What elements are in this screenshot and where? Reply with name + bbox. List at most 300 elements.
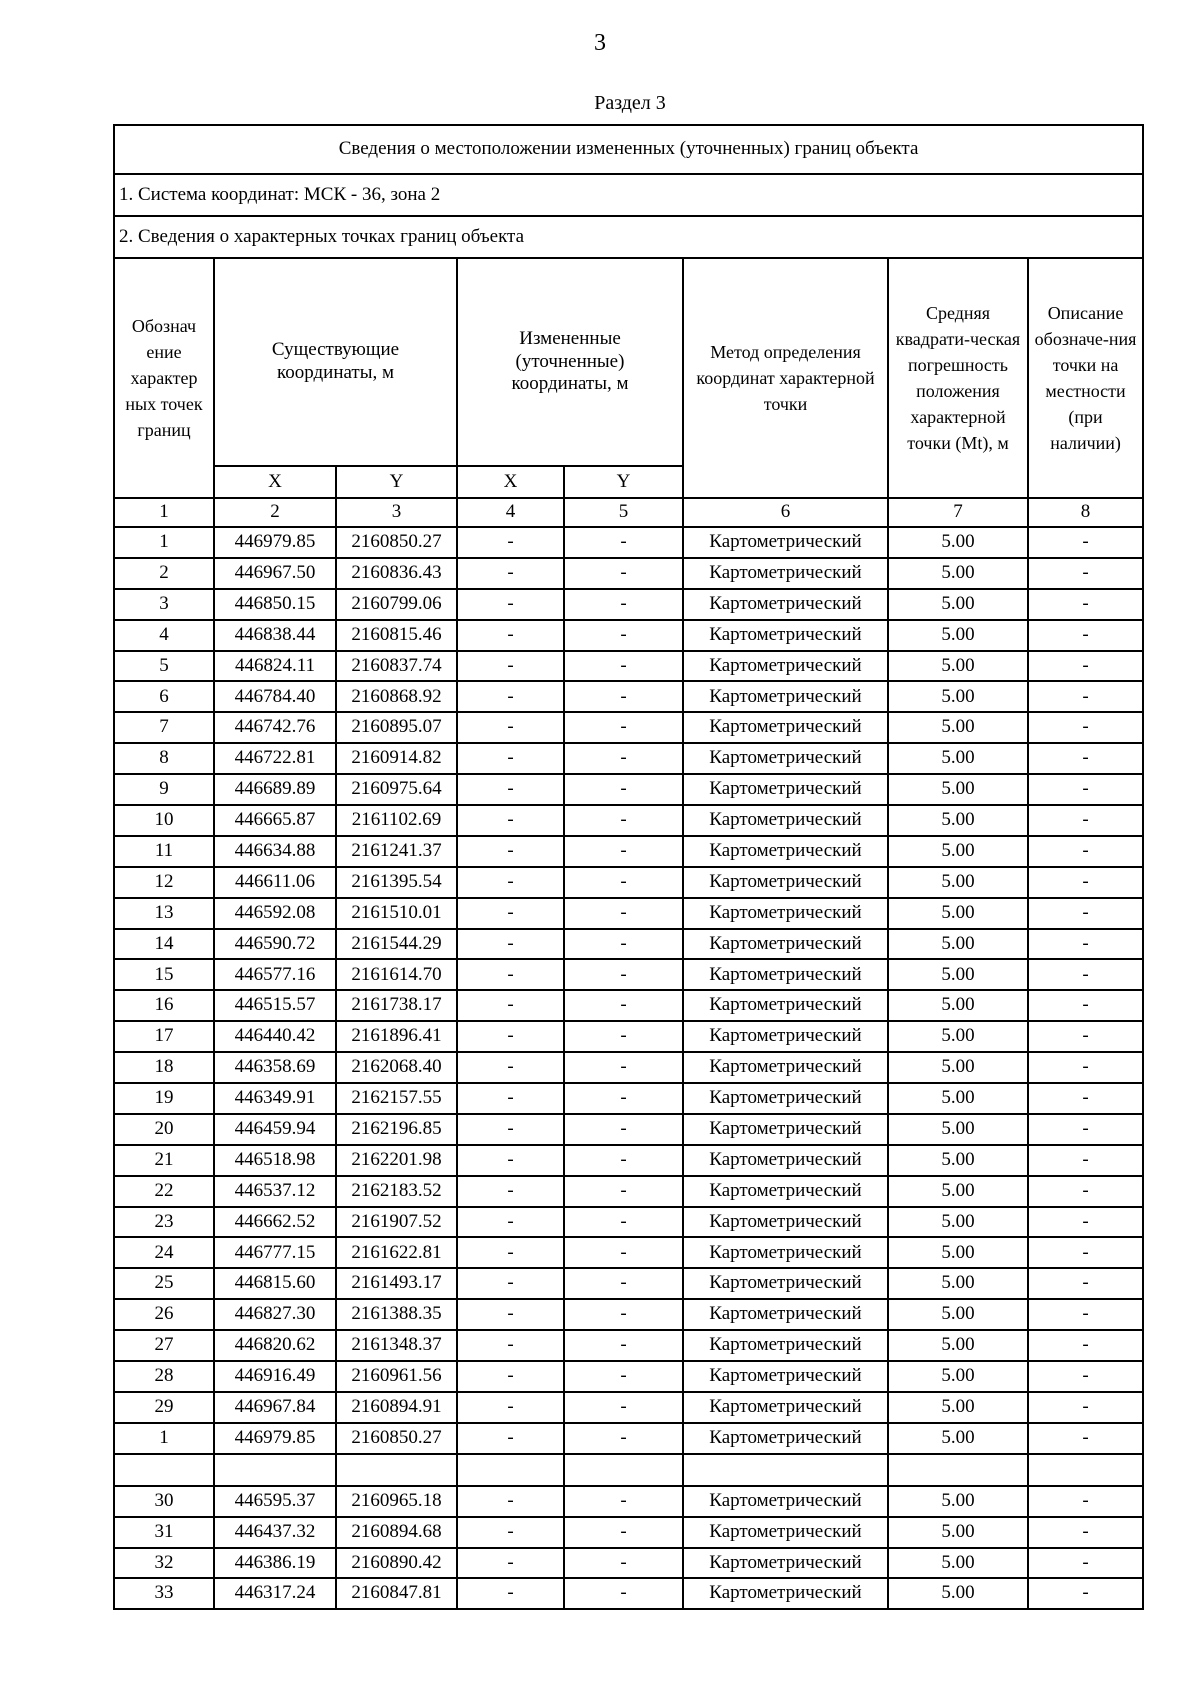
changed-x-cell: - bbox=[457, 1361, 564, 1392]
description-cell: - bbox=[1028, 959, 1143, 990]
method-cell: Картометрический bbox=[683, 836, 888, 867]
existing-y-cell: 2160894.91 bbox=[336, 1392, 457, 1423]
point-number-cell: 24 bbox=[114, 1237, 214, 1268]
changed-y-cell: - bbox=[564, 1517, 683, 1548]
description-cell: - bbox=[1028, 620, 1143, 651]
point-number-cell: 17 bbox=[114, 1021, 214, 1052]
changed-x-cell: - bbox=[457, 1176, 564, 1207]
error-cell: 5.00 bbox=[888, 589, 1028, 620]
changed-y-cell: - bbox=[564, 1145, 683, 1176]
method-cell: Картометрический bbox=[683, 712, 888, 743]
description-cell: - bbox=[1028, 743, 1143, 774]
empty-cell bbox=[1028, 1454, 1143, 1486]
column-number: 5 bbox=[564, 498, 683, 527]
description-cell: - bbox=[1028, 1268, 1143, 1299]
point-number-cell: 13 bbox=[114, 898, 214, 929]
changed-y-cell: - bbox=[564, 1299, 683, 1330]
existing-y-cell: 2161622.81 bbox=[336, 1237, 457, 1268]
points-heading-row bbox=[114, 216, 1143, 258]
changed-y-cell: - bbox=[564, 1548, 683, 1579]
error-cell: 5.00 bbox=[888, 1423, 1028, 1454]
column-number: 7 bbox=[888, 498, 1028, 527]
point-number-cell: 16 bbox=[114, 990, 214, 1021]
changed-y-cell: - bbox=[564, 1176, 683, 1207]
error-cell: 5.00 bbox=[888, 1578, 1028, 1609]
existing-x-cell: 446916.49 bbox=[214, 1361, 336, 1392]
error-cell: 5.00 bbox=[888, 1361, 1028, 1392]
method-cell: Картометрический bbox=[683, 1114, 888, 1145]
error-cell: 5.00 bbox=[888, 1237, 1028, 1268]
description-cell: - bbox=[1028, 1423, 1143, 1454]
coord-system-row bbox=[114, 174, 1143, 216]
method-cell: Картометрический bbox=[683, 1145, 888, 1176]
existing-x-cell: 446665.87 bbox=[214, 805, 336, 836]
error-cell: 5.00 bbox=[888, 681, 1028, 712]
method-cell: Картометрический bbox=[683, 898, 888, 929]
point-number-cell: 12 bbox=[114, 867, 214, 898]
error-cell: 5.00 bbox=[888, 1268, 1028, 1299]
description-cell: - bbox=[1028, 990, 1143, 1021]
existing-y-cell: 2161395.54 bbox=[336, 867, 457, 898]
table-row bbox=[114, 1021, 1143, 1052]
changed-y-cell: - bbox=[564, 990, 683, 1021]
existing-x-cell: 446850.15 bbox=[214, 589, 336, 620]
column-number: 2 bbox=[214, 498, 336, 527]
description-cell: - bbox=[1028, 1021, 1143, 1052]
existing-y-cell: 2161348.37 bbox=[336, 1330, 457, 1361]
method-cell: Картометрический bbox=[683, 1268, 888, 1299]
table-row bbox=[114, 527, 1143, 558]
method-cell: Картометрический bbox=[683, 589, 888, 620]
changed-x-cell: - bbox=[457, 1145, 564, 1176]
table-row bbox=[114, 1237, 1143, 1268]
existing-y-cell: 2160895.07 bbox=[336, 712, 457, 743]
point-number-cell: 26 bbox=[114, 1299, 214, 1330]
existing-y-cell: 2160961.56 bbox=[336, 1361, 457, 1392]
description-cell: - bbox=[1028, 1392, 1143, 1423]
point-number-cell: 11 bbox=[114, 836, 214, 867]
description-cell: - bbox=[1028, 836, 1143, 867]
changed-x-cell: - bbox=[457, 651, 564, 682]
changed-x-cell: - bbox=[457, 1268, 564, 1299]
description-cell: - bbox=[1028, 774, 1143, 805]
header-row bbox=[114, 258, 1143, 466]
existing-y-cell: 2161907.52 bbox=[336, 1207, 457, 1238]
error-cell: 5.00 bbox=[888, 712, 1028, 743]
error-cell: 5.00 bbox=[888, 1330, 1028, 1361]
method-cell: Картометрический bbox=[683, 959, 888, 990]
error-cell: 5.00 bbox=[888, 898, 1028, 929]
point-number-cell: 31 bbox=[114, 1517, 214, 1548]
changed-x-cell: - bbox=[457, 1207, 564, 1238]
description-cell: - bbox=[1028, 1052, 1143, 1083]
changed-x-cell: - bbox=[457, 620, 564, 651]
method-cell: Картометрический bbox=[683, 558, 888, 589]
description-cell: - bbox=[1028, 898, 1143, 929]
column-number: 4 bbox=[457, 498, 564, 527]
changed-y-cell: - bbox=[564, 1207, 683, 1238]
changed-x-cell: - bbox=[457, 1578, 564, 1609]
empty-cell bbox=[336, 1454, 457, 1486]
changed-y-cell: - bbox=[564, 1578, 683, 1609]
error-cell: 5.00 bbox=[888, 836, 1028, 867]
table-row bbox=[114, 1083, 1143, 1114]
changed-x-cell: - bbox=[457, 589, 564, 620]
description-cell: - bbox=[1028, 1145, 1143, 1176]
table-row bbox=[114, 1145, 1143, 1176]
method-cell: Картометрический bbox=[683, 651, 888, 682]
method-cell: Картометрический bbox=[683, 929, 888, 960]
changed-x-cell: - bbox=[457, 774, 564, 805]
header-method: Метод определения координат характерной точки bbox=[683, 258, 888, 498]
boundary-points-table bbox=[113, 124, 1144, 1610]
changed-y-cell: - bbox=[564, 1486, 683, 1517]
column-number: 8 bbox=[1028, 498, 1143, 527]
table-row bbox=[114, 1486, 1143, 1517]
existing-x-cell: 446611.06 bbox=[214, 867, 336, 898]
table-row bbox=[114, 929, 1143, 960]
existing-x-cell: 446662.52 bbox=[214, 1207, 336, 1238]
point-number-cell: 20 bbox=[114, 1114, 214, 1145]
existing-x-cell: 446595.37 bbox=[214, 1486, 336, 1517]
method-cell: Картометрический bbox=[683, 1299, 888, 1330]
error-cell: 5.00 bbox=[888, 1548, 1028, 1579]
error-cell: 5.00 bbox=[888, 1486, 1028, 1517]
method-cell: Картометрический bbox=[683, 774, 888, 805]
changed-y-cell: - bbox=[564, 867, 683, 898]
existing-x-cell: 446815.60 bbox=[214, 1268, 336, 1299]
existing-x-cell: 446437.32 bbox=[214, 1517, 336, 1548]
existing-x-cell: 446979.85 bbox=[214, 1423, 336, 1454]
page-number: 3 bbox=[594, 30, 606, 56]
description-cell: - bbox=[1028, 1548, 1143, 1579]
method-cell: Картометрический bbox=[683, 1237, 888, 1268]
method-cell: Картометрический bbox=[683, 620, 888, 651]
existing-y-cell: 2160850.27 bbox=[336, 1423, 457, 1454]
changed-x-cell: - bbox=[457, 1299, 564, 1330]
description-cell: - bbox=[1028, 1486, 1143, 1517]
existing-y-cell: 2162196.85 bbox=[336, 1114, 457, 1145]
method-cell: Картометрический bbox=[683, 527, 888, 558]
method-cell: Картометрический bbox=[683, 1392, 888, 1423]
table-row bbox=[114, 681, 1143, 712]
empty-cell bbox=[564, 1454, 683, 1486]
method-cell: Картометрический bbox=[683, 1207, 888, 1238]
header-existing-y: Y bbox=[336, 466, 457, 498]
empty-cell bbox=[214, 1454, 336, 1486]
point-number-cell: 1 bbox=[114, 1423, 214, 1454]
column-number: 6 bbox=[683, 498, 888, 527]
method-cell: Картометрический bbox=[683, 1486, 888, 1517]
changed-y-cell: - bbox=[564, 1114, 683, 1145]
existing-y-cell: 2161493.17 bbox=[336, 1268, 457, 1299]
empty-cell bbox=[888, 1454, 1028, 1486]
error-cell: 5.00 bbox=[888, 558, 1028, 589]
table-row bbox=[114, 1423, 1143, 1454]
existing-y-cell: 2160890.42 bbox=[336, 1548, 457, 1579]
description-cell: - bbox=[1028, 1237, 1143, 1268]
table-row bbox=[114, 959, 1143, 990]
header-description: Описание обозначе-ния точки на местности (при наличии) bbox=[1028, 258, 1143, 498]
method-cell: Картометрический bbox=[683, 1548, 888, 1579]
error-cell: 5.00 bbox=[888, 990, 1028, 1021]
error-cell: 5.00 bbox=[888, 1517, 1028, 1548]
error-cell: 5.00 bbox=[888, 867, 1028, 898]
header-error: Средняя квадрати-ческая погрешность положения характерной точки (Mt), м bbox=[888, 258, 1028, 498]
table-row bbox=[114, 1517, 1143, 1548]
changed-x-cell: - bbox=[457, 681, 564, 712]
existing-x-cell: 446784.40 bbox=[214, 681, 336, 712]
changed-x-cell: - bbox=[457, 1517, 564, 1548]
changed-x-cell: - bbox=[457, 1423, 564, 1454]
coord-system: 1. Система координат: МСК - 36, зона 2 bbox=[114, 174, 1143, 216]
description-cell: - bbox=[1028, 712, 1143, 743]
method-cell: Картометрический bbox=[683, 1578, 888, 1609]
changed-x-cell: - bbox=[457, 1548, 564, 1579]
existing-x-cell: 446777.15 bbox=[214, 1237, 336, 1268]
changed-x-cell: - bbox=[457, 1330, 564, 1361]
existing-x-cell: 446459.94 bbox=[214, 1114, 336, 1145]
point-number-cell: 27 bbox=[114, 1330, 214, 1361]
separator-row bbox=[114, 1454, 1143, 1486]
table-row bbox=[114, 1578, 1143, 1609]
changed-x-cell: - bbox=[457, 990, 564, 1021]
error-cell: 5.00 bbox=[888, 1176, 1028, 1207]
description-cell: - bbox=[1028, 1517, 1143, 1548]
existing-x-cell: 446440.42 bbox=[214, 1021, 336, 1052]
point-number-cell: 19 bbox=[114, 1083, 214, 1114]
description-cell: - bbox=[1028, 805, 1143, 836]
existing-x-cell: 446967.50 bbox=[214, 558, 336, 589]
method-cell: Картометрический bbox=[683, 1423, 888, 1454]
table-row bbox=[114, 990, 1143, 1021]
table-row bbox=[114, 620, 1143, 651]
header-changed: Измененные (уточненные) координаты, м bbox=[457, 258, 683, 466]
existing-x-cell: 446838.44 bbox=[214, 620, 336, 651]
existing-x-cell: 446722.81 bbox=[214, 743, 336, 774]
column-number: 3 bbox=[336, 498, 457, 527]
method-cell: Картометрический bbox=[683, 1176, 888, 1207]
error-cell: 5.00 bbox=[888, 1299, 1028, 1330]
existing-y-cell: 2161614.70 bbox=[336, 959, 457, 990]
table-row bbox=[114, 1299, 1143, 1330]
existing-y-cell: 2160850.27 bbox=[336, 527, 457, 558]
table-row bbox=[114, 898, 1143, 929]
point-number-cell: 2 bbox=[114, 558, 214, 589]
changed-y-cell: - bbox=[564, 589, 683, 620]
point-number-cell: 3 bbox=[114, 589, 214, 620]
table-row bbox=[114, 1392, 1143, 1423]
existing-y-cell: 2161241.37 bbox=[336, 836, 457, 867]
changed-x-cell: - bbox=[457, 1052, 564, 1083]
changed-x-cell: - bbox=[457, 1237, 564, 1268]
header-existing-x: X bbox=[214, 466, 336, 498]
description-cell: - bbox=[1028, 651, 1143, 682]
existing-x-cell: 446386.19 bbox=[214, 1548, 336, 1579]
error-cell: 5.00 bbox=[888, 1021, 1028, 1052]
column-number: 1 bbox=[114, 498, 214, 527]
existing-y-cell: 2161388.35 bbox=[336, 1299, 457, 1330]
point-number-cell: 21 bbox=[114, 1145, 214, 1176]
changed-y-cell: - bbox=[564, 774, 683, 805]
description-cell: - bbox=[1028, 681, 1143, 712]
changed-x-cell: - bbox=[457, 1486, 564, 1517]
table-row bbox=[114, 1207, 1143, 1238]
error-cell: 5.00 bbox=[888, 805, 1028, 836]
point-number-cell: 28 bbox=[114, 1361, 214, 1392]
table-row bbox=[114, 1548, 1143, 1579]
changed-y-cell: - bbox=[564, 1361, 683, 1392]
changed-y-cell: - bbox=[564, 1392, 683, 1423]
point-number-cell: 33 bbox=[114, 1578, 214, 1609]
error-cell: 5.00 bbox=[888, 1114, 1028, 1145]
empty-cell bbox=[683, 1454, 888, 1486]
changed-y-cell: - bbox=[564, 1083, 683, 1114]
header-existing: Существующие координаты, м bbox=[214, 258, 457, 466]
description-cell: - bbox=[1028, 867, 1143, 898]
existing-x-cell: 446590.72 bbox=[214, 929, 336, 960]
existing-x-cell: 446820.62 bbox=[214, 1330, 336, 1361]
table-row bbox=[114, 589, 1143, 620]
description-cell: - bbox=[1028, 558, 1143, 589]
changed-x-cell: - bbox=[457, 836, 564, 867]
table-row bbox=[114, 558, 1143, 589]
table-body bbox=[114, 125, 1143, 1609]
changed-y-cell: - bbox=[564, 898, 683, 929]
description-cell: - bbox=[1028, 1114, 1143, 1145]
existing-x-cell: 446518.98 bbox=[214, 1145, 336, 1176]
existing-y-cell: 2160868.92 bbox=[336, 681, 457, 712]
changed-x-cell: - bbox=[457, 929, 564, 960]
method-cell: Картометрический bbox=[683, 805, 888, 836]
point-number-cell: 23 bbox=[114, 1207, 214, 1238]
changed-x-cell: - bbox=[457, 1114, 564, 1145]
description-cell: - bbox=[1028, 1207, 1143, 1238]
error-cell: 5.00 bbox=[888, 1392, 1028, 1423]
point-number-cell: 30 bbox=[114, 1486, 214, 1517]
existing-y-cell: 2160894.68 bbox=[336, 1517, 457, 1548]
table-row bbox=[114, 1268, 1143, 1299]
existing-x-cell: 446689.89 bbox=[214, 774, 336, 805]
empty-cell bbox=[114, 1454, 214, 1486]
existing-x-cell: 446979.85 bbox=[214, 527, 336, 558]
existing-x-cell: 446742.76 bbox=[214, 712, 336, 743]
point-number-cell: 15 bbox=[114, 959, 214, 990]
existing-x-cell: 446824.11 bbox=[214, 651, 336, 682]
error-cell: 5.00 bbox=[888, 1052, 1028, 1083]
changed-x-cell: - bbox=[457, 743, 564, 774]
changed-y-cell: - bbox=[564, 836, 683, 867]
points-heading: 2. Сведения о характерных точках границ объекта bbox=[114, 216, 1143, 258]
existing-x-cell: 446592.08 bbox=[214, 898, 336, 929]
error-cell: 5.00 bbox=[888, 1207, 1028, 1238]
existing-y-cell: 2162068.40 bbox=[336, 1052, 457, 1083]
point-number-cell: 1 bbox=[114, 527, 214, 558]
existing-y-cell: 2160836.43 bbox=[336, 558, 457, 589]
description-cell: - bbox=[1028, 1361, 1143, 1392]
point-number-cell: 18 bbox=[114, 1052, 214, 1083]
point-number-cell: 10 bbox=[114, 805, 214, 836]
point-number-cell: 4 bbox=[114, 620, 214, 651]
table-row bbox=[114, 1361, 1143, 1392]
header-changed-x: X bbox=[457, 466, 564, 498]
changed-y-cell: - bbox=[564, 1423, 683, 1454]
changed-y-cell: - bbox=[564, 620, 683, 651]
changed-y-cell: - bbox=[564, 1021, 683, 1052]
description-cell: - bbox=[1028, 1578, 1143, 1609]
existing-x-cell: 446967.84 bbox=[214, 1392, 336, 1423]
existing-y-cell: 2160965.18 bbox=[336, 1486, 457, 1517]
header-point: Обознач ение характер ных точек границ bbox=[114, 258, 214, 498]
table-row bbox=[114, 1176, 1143, 1207]
point-number-cell: 22 bbox=[114, 1176, 214, 1207]
changed-y-cell: - bbox=[564, 651, 683, 682]
description-cell: - bbox=[1028, 589, 1143, 620]
changed-x-cell: - bbox=[457, 1083, 564, 1114]
changed-x-cell: - bbox=[457, 898, 564, 929]
changed-y-cell: - bbox=[564, 712, 683, 743]
method-cell: Картометрический bbox=[683, 1052, 888, 1083]
empty-cell bbox=[457, 1454, 564, 1486]
point-number-cell: 25 bbox=[114, 1268, 214, 1299]
existing-y-cell: 2160975.64 bbox=[336, 774, 457, 805]
column-number-row bbox=[114, 498, 1143, 527]
existing-x-cell: 446349.91 bbox=[214, 1083, 336, 1114]
method-cell: Картометрический bbox=[683, 867, 888, 898]
error-cell: 5.00 bbox=[888, 959, 1028, 990]
existing-y-cell: 2161738.17 bbox=[336, 990, 457, 1021]
description-cell: - bbox=[1028, 1083, 1143, 1114]
method-cell: Картометрический bbox=[683, 990, 888, 1021]
point-number-cell: 7 bbox=[114, 712, 214, 743]
existing-y-cell: 2162157.55 bbox=[336, 1083, 457, 1114]
existing-x-cell: 446317.24 bbox=[214, 1578, 336, 1609]
point-number-cell: 14 bbox=[114, 929, 214, 960]
method-cell: Картометрический bbox=[683, 1083, 888, 1114]
changed-y-cell: - bbox=[564, 1237, 683, 1268]
description-cell: - bbox=[1028, 527, 1143, 558]
table-row bbox=[114, 1052, 1143, 1083]
changed-y-cell: - bbox=[564, 1268, 683, 1299]
error-cell: 5.00 bbox=[888, 774, 1028, 805]
changed-y-cell: - bbox=[564, 1052, 683, 1083]
error-cell: 5.00 bbox=[888, 527, 1028, 558]
method-cell: Картометрический bbox=[683, 1330, 888, 1361]
table-row bbox=[114, 805, 1143, 836]
method-cell: Картометрический bbox=[683, 681, 888, 712]
existing-y-cell: 2160847.81 bbox=[336, 1578, 457, 1609]
error-cell: 5.00 bbox=[888, 620, 1028, 651]
existing-x-cell: 446634.88 bbox=[214, 836, 336, 867]
existing-y-cell: 2160815.46 bbox=[336, 620, 457, 651]
point-number-cell: 29 bbox=[114, 1392, 214, 1423]
error-cell: 5.00 bbox=[888, 1083, 1028, 1114]
changed-y-cell: - bbox=[564, 681, 683, 712]
existing-x-cell: 446537.12 bbox=[214, 1176, 336, 1207]
table-row bbox=[114, 743, 1143, 774]
point-number-cell: 9 bbox=[114, 774, 214, 805]
description-cell: - bbox=[1028, 1176, 1143, 1207]
method-cell: Картометрический bbox=[683, 1021, 888, 1052]
method-cell: Картометрический bbox=[683, 1361, 888, 1392]
table-row bbox=[114, 1330, 1143, 1361]
existing-y-cell: 2162183.52 bbox=[336, 1176, 457, 1207]
error-cell: 5.00 bbox=[888, 651, 1028, 682]
changed-x-cell: - bbox=[457, 867, 564, 898]
changed-x-cell: - bbox=[457, 527, 564, 558]
description-cell: - bbox=[1028, 1299, 1143, 1330]
existing-y-cell: 2161544.29 bbox=[336, 929, 457, 960]
